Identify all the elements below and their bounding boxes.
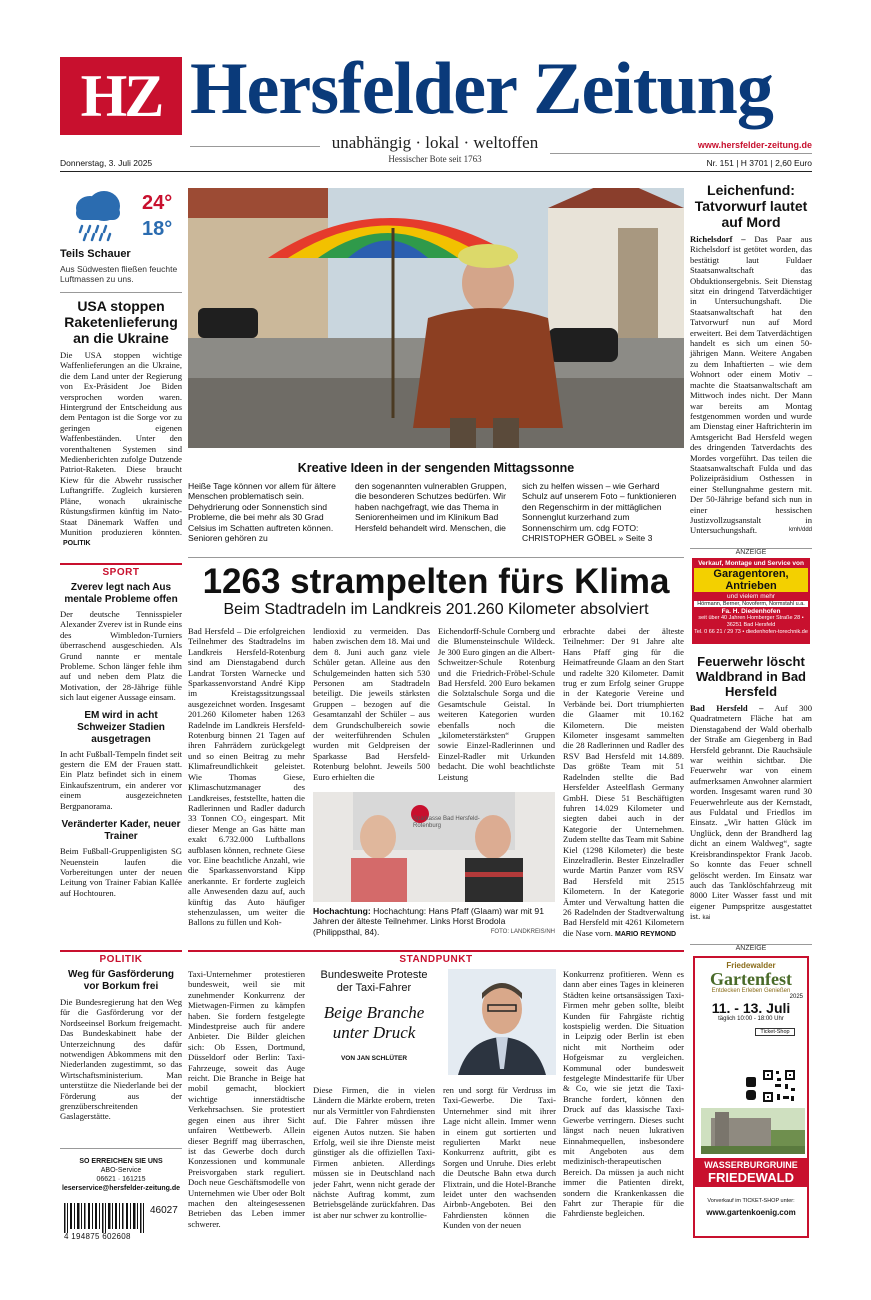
- barcode-icon: [60, 1203, 148, 1233]
- kader-headline[interactable]: Veränderter Kader, neuer Trainer: [61, 819, 181, 843]
- ad-gartenfest-body: [693, 956, 809, 1238]
- castle-ruin-icon: [701, 1108, 805, 1154]
- stadtradeln-col1: Bad Hersfeld – Die erfolgreichen Teilnehmer des Stadtradelns im Landkreis Hersfeld-Rotenburg sind am Dienstagabend durch Landrat Torsten Warnecke und Sparkassenvorstand André Kipp im Kreistagssitzungssaal ausgezeichnet worden. Insgesamt 201.260 Kilometer haben 1263 Radelnde im Landkreis Hersfeld-Rotenburg binnen 21 Tagen auf ihren Fahrrädern zurückgelegt und so einen Beitrag zu mehr Klimafreundlichkeit geleistet. Wie Thomas Giese, Klimaschutzmanager des Landkreises, feststellte, hatten die Radlerinnen und Radler dadurch 33 Tonnen CO₂ eingespart. Mit dieser Menge an Gas hätte man exakt 6.732.000 Luftballons aufblasen können, rechnete Giese vor. Eine beachtliche Anzahl, wie die Sparkassenvorstand Kipp anerkannte. Er forderte zugleich alle Anwesenden dazu auf, auch künftig das Auto häufiger stehenzulassen, um weiter die Ballons zu füllen und Koh-: [188, 626, 305, 928]
- social-icons: [745, 1076, 757, 1102]
- subtitle: Hessischer Bote seit 1763: [388, 154, 482, 164]
- masthead-rule-right: [550, 153, 812, 154]
- stadtradeln-col2: lendioxid zu vermeiden. Das haben zwischen dem 18. Mai und dem 8. Juni auch ganz viele Schüler getan. Alleine aus den Schulgemeinden hatten sich 530 Personen am Stadtradeln beteiligt. Die jeweils stärksten Gruppen – bezogen auf die Gesamtanzahl der Schüler – aus dem Grundschulbereich sowie der weiterführenden Schulen wurden mit Geldpreisen der Sparkasse Bad Hersfeld-Rotenburg belohnt. Jeweils 500 Euro erhielten die: [313, 626, 430, 782]
- ad-garage-extra: und vielem mehr: [726, 593, 776, 600]
- sport-articles: [60, 582, 182, 898]
- stadtradeln-photo[interactable]: [313, 792, 555, 902]
- ad-garage-brands: Hörmann, Berner, Novoferm, Normstahl u.a.: [694, 601, 808, 607]
- contact-phone[interactable]: 06621 · 161215: [96, 1176, 146, 1183]
- stadtradeln-col4: erbrachte dabei der älteste Teilnehmer: Der 91 Jahre alte Hans Pfaff ging für die Heimatfreunde Glaam an den Start und radelte 320 Kilometer. Damit trug er zum Erfolg seiner Gruppe in der Kategorie Vereine und Verbände bei. Dort triumphierten die Glaamer mit 10.162 Kilometern. Die meisten Kilometer insgesamt sammelten die 28 Radlerinnen und Radler des RSV Bad Hersfeld mit 14.889. Das größte Team mit 51 Radelnden stellte die Bad Hersfelder Asteelflash Germany GmbH. Diese 51 Beschäftigten fuhren 14.029 Kilometer und siegten dabei auch in der Kategorie der Unternehmen. Zudem stellte das Team mit Sabine Kiel (1298 Kilometer) die beste Einzelradlerin. Bester Einzelradler wurde Martin Panzer vom RSV Bad Hersfeld mit 2515 Kilometern. In der Kategorie Ämter und Verwaltung hatten die 26 Radelnden der Stadtverwaltung Bad Hersfeld mit 4261 Kilometern die Nase vorn. MARIO REYMOND: [563, 626, 684, 938]
- ad-garten-dates: 11. - 13. Juli: [711, 1000, 791, 1016]
- feuerwehr-headline[interactable]: Feuerwehr löscht Waldbrand in Bad Hersfeld: [695, 654, 807, 699]
- masthead-divider: [60, 171, 812, 172]
- website-url[interactable]: www.hersfelder-zeitung.de: [697, 140, 812, 150]
- standpunkt-headline[interactable]: Beige Branche unter Druck: [323, 1003, 425, 1042]
- leiche-dateline: Richelsdorf –: [690, 234, 746, 244]
- masthead: [0, 0, 871, 172]
- lead-caption-2: den sogenannten vulnerablen Gruppen, die besonderen Schutzes bedürfen. Wir haben nachgefragt, wie das Thema in Seniorenheimen und im Klinikum Bad Hersfeld behandelt wird. Menschen, die: [355, 481, 507, 533]
- stadtradeln-photo-banner: Sparkasse Bad Hersfeld-Rotenburg: [413, 816, 480, 829]
- zverev-body: Der deutsche Tennisspieler Alexander Zverev ist in Runde eins des Wimbledon-Turniers überraschend ausgeschieden. Als Grund nannte er mentale Probleme. Schon länger fehle ihm auf und neben dem Platz die Motivation, der 28-Jährige fühle sich laut eigener Aussage einsam.: [60, 609, 182, 703]
- feuerwehr-tag: kai: [702, 915, 711, 922]
- ad-garage[interactable]: [690, 548, 812, 645]
- standpunkt-headline-block: [313, 969, 435, 1062]
- masthead-rule-left: [190, 146, 320, 147]
- lead-caption-1: Heiße Tage können vor allem für ältere Menschen problematisch sein. Dehydrierung oder Sonnenstich sind Probleme, die bei mehr als 30 Grad Celsius im Schatten auftreten können. Senioren gehören zu: [188, 481, 336, 544]
- weather-box: [60, 180, 182, 290]
- stadtradeln-photo-caption: Hochachtung: Hochachtung: Hans Pfaff (Glaam) war mit 91 Jahren der älteste Teilnehmer. Links Horst Brodola (Philippsthal, 84).: [313, 906, 544, 937]
- weather-description: Aus Südwesten fließen feuchte Luftmassen zu uns.: [60, 264, 178, 284]
- contact-email[interactable]: leserservice@hersfelder-zeitung.de: [61, 1185, 181, 1192]
- ad-garage-body: [692, 558, 810, 644]
- leiche-body: Richelsdorf – Das Paar aus Richelsdorf ist getötet worden, das bestätigt laut Fuldaer Staatsanwaltschaft das Obduktionsergebnis. Seit Dienstag sitzt ein dringend Tatverdächtiger in Untersuchungshaft. Die Staatsanwaltschaft hat den Tatvorwurf nun auf Mord erweitert. Bei dem Tatverdächtigen handelt es sich um einen 50-jährigen Mann. Weitere Angaben zu dem Inhaftierten – wie dem Wohnort oder einem Motiv – machte die Staatsanwaltschaft am Mittwoch indes nicht. Der Mann war bereits am Montag festgenommen worden und wurde am Dienstag einer Haftrichterin im Amtsgericht Bad Hersfeld wegen des dringenden Tatverdachts des Mordes vorgeführt. Das teilen die Staatsanwaltschaft Fulda und das Polizeipräsidium Osthessen in einer Stellungnahme gestern mit. Der 50-Jährige befand sich nun in einer hessischen Justizvollzugsanstalt in Untersuchungshaft. kmh/ddd: [690, 234, 812, 536]
- qr-code-icon[interactable]: [761, 1068, 797, 1104]
- ad-garten-venue1: WASSERBURGRUINE: [695, 1158, 807, 1170]
- ad-garten-hours: täglich 10:00 - 18:00 Uhr: [718, 1016, 784, 1022]
- politik-article: [60, 969, 182, 1122]
- stadtradeln-headline[interactable]: 1263 strampelten fürs Klima: [202, 562, 670, 601]
- ad-garten-subtitle: Entdecken Erleben Genießen: [711, 988, 791, 994]
- em-body: In acht Fußball-Tempeln findet seit gestern die EM der Frauen statt. Ein Platz befindet sich in einem Einkaufszentrum, ein anderer vor einem ausgezeichneten Bergpanorama.: [60, 748, 182, 811]
- issue-date: Donnerstag, 3. Juli 2025: [60, 158, 153, 168]
- standpunkt-col3: ren und sorgt für Verdruss im Taxi-Gewerbe. Die Taxi-Unternehmer sind mit ihrer Lage nicht allein. Immer wenn in einem gut sortierten und regulierten Markt neue Konkurrenz auftritt, gibt es Sorgen und Unruhe. Dies erlebt die Deutsche Bahn etwa durch Flixtrain, und die Hotel-Branche leidet unter den wachsenden Airbnb-Angeboten. Bei den Fahrdiensten können die Kunden von der neuen: [443, 1085, 556, 1231]
- weather-divider: [60, 292, 182, 293]
- standpunkt-kicker: Bundesweite Proteste der Taxi-Fahrer: [320, 969, 428, 994]
- ad-garten-title: Gartenfest: [710, 969, 792, 989]
- leiche-headline[interactable]: Leichenfund: Tatvorwurf lautet auf Mord: [694, 182, 808, 230]
- stadtradeln-author: MARIO REYMOND: [615, 930, 677, 938]
- standpunkt-col4: Konkurrenz profitieren. Wenn es dann aber eines Tages in kleineren Städten keine ortsansässigen Taxi-Firmen mehr geben sollte, bleibt Kunden für Fahrgäste richtig kostspielig werden. Die Situation in Leipzig oder Berlin ist eben nicht mit Northeim oder Hofgeismar zu vergleichen. Kommunal oder bundesweit festgelegte Mindesttarife für Uber & Co, wie sie jetzt die Taxi-Branche fordert, können den Druck auf das klassische Taxi-Gewerbe verringern. Dieses sucht längst nach neuen lukrativen Einnahmequellen, insbesondere mit Angeboten aus dem medizinisch-therapeutischen Bereich. Da müssen ja auch nicht immer die Patienten direkt, sondern die Krankenkassen die Fahrt zur Therapie für die Fahrdienste begleichen.: [563, 969, 684, 1219]
- ad-garten-venue2: FRIEDEWALD: [695, 1170, 807, 1187]
- author-portrait-scene: [448, 969, 556, 1075]
- lead-photo-credit[interactable]: cdg FOTO: CHRISTOPHER GÖBEL » Seite 3: [522, 522, 653, 544]
- feuerwehr-article: [690, 654, 812, 924]
- ukraine-article: [60, 298, 182, 550]
- sport-section-header[interactable]: SPORT: [60, 563, 182, 578]
- em-headline[interactable]: EM wird in acht Schweizer Stadien ausgetragen: [77, 709, 165, 745]
- leiche-article: [690, 182, 812, 536]
- ad-garage-headline: Garagentoren, Antrieben: [694, 568, 808, 592]
- ukraine-tag: POLITIK: [63, 540, 91, 548]
- author-portrait[interactable]: [448, 969, 556, 1075]
- stadtradeln-top-rule: [188, 557, 684, 558]
- lead-photo-captions: [188, 481, 684, 543]
- ad-gartenfest-label: ANZEIGE: [690, 944, 812, 952]
- temp-low: 18°: [142, 218, 173, 240]
- politik-headline[interactable]: Weg für Gasförderung vor Borkum frei: [68, 969, 174, 992]
- weather-condition: Teils Schauer: [60, 248, 131, 260]
- ad-garage-contact: Tel. 0 66 21 / 29 73 • diedenhofen-torechnik.de: [694, 629, 808, 635]
- ad-garage-line1: Verkauf, Montage und Service von: [698, 560, 804, 567]
- ukraine-headline[interactable]: USA stoppen Raketenlieferung an die Ukraine: [64, 298, 178, 346]
- ad-garage-company: Fa. H. Diedenhofen: [721, 608, 781, 615]
- contact-service: ABO-Service: [100, 1167, 142, 1174]
- contact-title: SO ERREICHEN SIE UNS: [79, 1158, 163, 1165]
- stadtradeln-photo-scene: [313, 792, 555, 902]
- lead-photo-scene: [188, 188, 684, 448]
- stadtradeln-subhead: Beim Stadtradeln im Landkreis 201.260 Kilometer absolviert: [223, 601, 649, 618]
- ad-garten-ticket[interactable]: Ticket-Shop: [755, 1028, 795, 1036]
- stadtradeln-col3: Eichendorff-Schule Cornberg und die Blumensteinschule Wildeck. Je 300 Euro gingen an die Albert-Schweitzer-Schule Rotenburg und die Friedrich-Fröbel-Schule Bad Hersfeld. 200 Euro bekamen die Solztalschule Sorga und die Gesamtschule Geistal. In weiteren Kategorien wurden ebenfalls noch die „kilometerstärksten“ Gruppen sowie Einzel-Radlerinnen und Einzel-Radler mit Urkunden bedacht. Die wohl beachtlichste Leistung: [438, 626, 555, 782]
- stadtradeln-photo-credit: FOTO: LANDKREIS/NH: [490, 929, 555, 935]
- ad-garten-year: 2025: [789, 994, 803, 1000]
- ad-garage-label: ANZEIGE: [690, 548, 812, 556]
- kader-body: Beim Fußball-Gruppenligisten SG Neuenstein laufen die Vorbereitungen unter der neuen Leitung von Trainer Fabian Kallée auf Hochtouren.: [60, 846, 182, 898]
- ad-garten-presale: Vorverkauf im TICKET-SHOP unter:: [707, 1198, 795, 1204]
- ad-garten-top: Friedewalder: [726, 961, 776, 970]
- ad-garage-address: seit über 40 Jahren Homberger Straße 28 • 36251 Bad Hersfeld: [698, 615, 804, 628]
- rain-cloud-icon: [68, 188, 128, 242]
- feuerwehr-dateline: Bad Hersfeld –: [690, 703, 764, 713]
- standpunkt-col2: Diese Firmen, die in vielen Ländern die Märkte erobern, treten nur als Vermittler von Fahrdiensten auf. Die Fahrer müssen ihre eigenen Autos nutzen. Sie haben Erfolg, weil sie ihre Dienste meist günstiger als die offiziellen Taxi-Firmen anbieten. Allerdings müssen sie in Deutschland nach jeder Fahrt, wenn nicht gerade der nächste Auftrag kommt, zum Betriebsgelände zurückfahren. Das ist aber nur schwer zu kontrollie-: [313, 1085, 435, 1220]
- standpunkt-col1: Taxi-Unternehmer protestieren bundesweit, weil sie mit zunehmender Konkurrenz der Mietwagen-Firmen zu kämpfen haben. Sie fordern festgelegte Mindestpreise auch für andere Anbieter. Die Bilder gleichen sich: Ob Essen, Dortmund, Düsseldorf oder Berlin: Taxi-Fahrzeuge, soweit das Auge reicht. Die Branche in Beige hat mobil gemacht, blockiert wichtige innerstädtische Verkehrsachsen. Sie protestiert gegen einen aus ihrer Sicht unfairen Wettbewerb. Allein dieser Begriff mag überraschen, ist das Gewerbe doch durch Konzessionen und kommunale Preisvorgaben stark reguliert. Doch neue Geschäftsmodelle von Unternehmen wie Uber oder Bolt machen den alteingesessenen Betrieben das Leben immer schwerer.: [188, 969, 305, 1229]
- logo-badge[interactable]: HZ: [60, 57, 182, 135]
- temp-high: 24°: [142, 192, 173, 214]
- newspaper-title: Hersfelder Zeitung: [190, 48, 773, 130]
- ukraine-body: Die USA stoppen wichtige Waffenlieferungen an die Ukraine, die dem Land unter der Regierung von Ex-Präsident Joe Biden versprochen worden waren. Hintergrund der Entscheidung aus dem Pentagon ist die Sorge vor zu geringen eigenen Waffenbeständen. Unter den vorenthaltenen Systemen sind Medienberichten zufolge Dutzende Patriot-Raketen. Diese braucht Kiew für die Abwehr russischer Luftangriffe. Zugleich kursieren Pläne, wonach ukrainische Rüstungsfirmen künftig im Nato-Staat Dänemark Waffen und Munition produzieren könnten. POLITIK: [60, 350, 182, 548]
- standpunkt-section-header[interactable]: STANDPUNKT: [188, 950, 684, 965]
- contact-box: [60, 1148, 182, 1193]
- lead-photo[interactable]: [188, 188, 684, 448]
- politik-section-header[interactable]: POLITIK: [60, 950, 182, 965]
- issue-info: Nr. 151 | H 3701 | 2,60 Euro: [706, 158, 812, 168]
- tagline: unabhängig · lokal · weltoffen: [331, 133, 539, 152]
- barcode: [60, 1203, 182, 1241]
- politik-body: Die Bundesregierung hat den Weg für die Gasförderung vor der Nordseeinsel Borkum freigemacht. Das Bundeskabinett habe der Unterzeichnung des dafür notwendigen Abkommens mit den Niederlanden zugestimmt, so das Wirtschaftsministerium. Man unterstütze die Niederlande bei der Förderung aus der grenzüberschreitenden Gaslagerstätte.: [60, 997, 182, 1122]
- lead-caption-3: sich zu helfen wissen – wie Gerhard Schulz auf unserem Foto – funktionieren den Regenschirm in der mittäglichen Sonnenglut kurzerhand zum Sonnenschirm um. cdg FOTO: CHRISTOPHER GÖBEL » Seite 3: [522, 481, 677, 544]
- feuerwehr-body: Bad Hersfeld – Auf 300 Quadratmetern Fläche hat am Dienstagabend der Wald oberhalb der Straße am Giegenberg in Bad Hersfeld gebrannt. Die Rauchsäule war weithin sichtbar. Die Feuerwehr war von einem aufmerksamen Anwohner alarmiert worden. Insgesamt waren rund 30 Feuerwehrleute aus der Kernstadt, aus Fuldatal und Friedlos im Einsatz. „Wir hatten Glück im Unglück, denn der Brandherd lag dicht an einem Waldweg“, sagte Kreisbrandinspektor Frank Jacob. So konnte das Feuer schnell gelöscht werden. Im Einsatz war auch das Tanklöschfahrzeug mit 8000 Liter Wasser fasst und mit eigener Pumpspritze ausgestattet ist. kai: [690, 703, 812, 922]
- lead-photo-title[interactable]: Kreative Ideen in der sengenden Mittagssonne: [297, 461, 575, 475]
- barcode-digits: 4 194875 602608: [64, 1232, 131, 1241]
- barcode-issue: 46027: [150, 1205, 178, 1216]
- standpunkt-author: VON JAN SCHLÜTER: [340, 1055, 408, 1062]
- zverev-headline[interactable]: Zverev legt nach Aus mentale Probleme offen: [64, 582, 178, 605]
- leiche-tag: kmh/ddd: [788, 527, 812, 534]
- ad-garten-web[interactable]: www.gartenkoenig.com: [706, 1208, 796, 1217]
- ad-gartenfest[interactable]: [690, 944, 812, 1240]
